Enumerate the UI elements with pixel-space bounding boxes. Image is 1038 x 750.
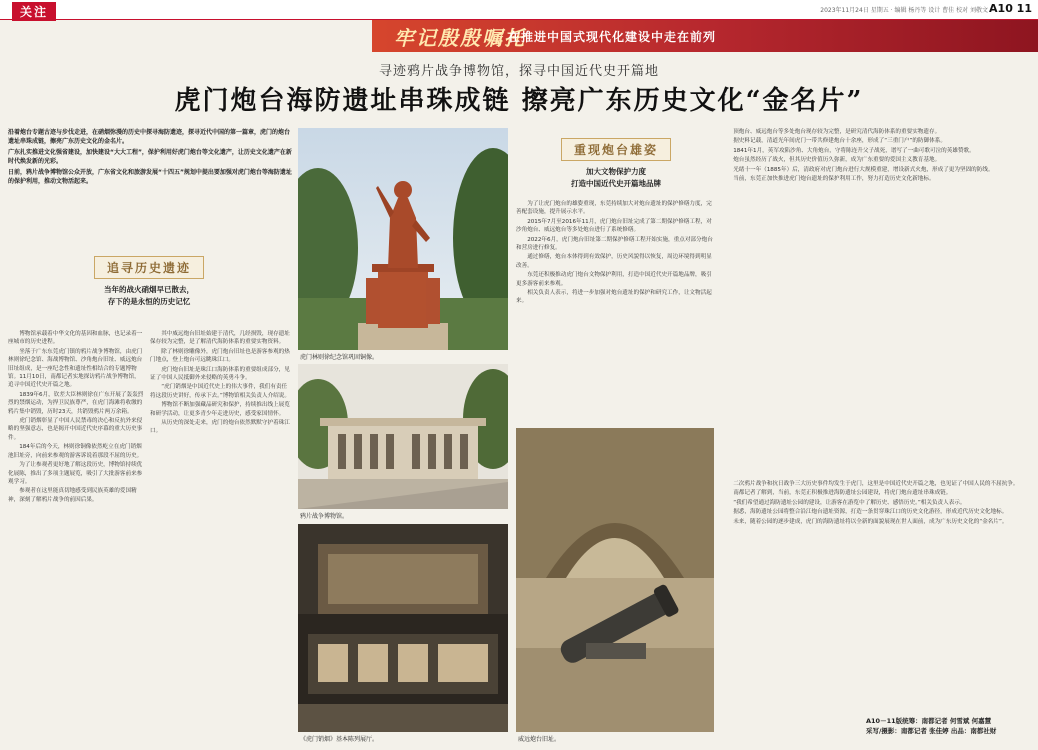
paragraph: 未来，随着公园的逐步建成，虎门的海防遗址将以全新的面貌展现在世人面前，成为广东历史文化的“金名片”。	[733, 518, 1008, 525]
photo-cannon	[516, 428, 714, 732]
text-column-2	[150, 330, 292, 742]
credits	[866, 716, 1034, 736]
section-header-1	[12, 256, 286, 308]
section-desc-line: 当年的战火硝烟早已散去，	[104, 285, 194, 294]
text-column-4	[722, 128, 1030, 474]
paragraph: 据史料记载，清道光年间虎门一带共修建炮台十余座，形成了“三重门户”的防御体系。	[733, 138, 946, 145]
lead-paragraph: 日前，鸦片战争博物馆公众开放，广东省文化和旅游发展“十四五”规划中提出要加强对虎门炮台等海防遗址的保护利用，推动文物活起来。	[8, 168, 292, 186]
credit-line: 采写/摄影：南都记者 张佳婷 出品：南都社财	[866, 727, 997, 735]
paragraph: 其中威远炮台旧址始建于清代，几经损毁，现存遗址保存较为完整，是了解清代海防体系的重要实物资料。	[150, 331, 290, 346]
photo-caption: 《虎门销烟》基本陈列展厅。	[300, 736, 379, 743]
paragraph: 2015年7月至2016年11月，虎门炮台旧址完成了第二期保护修缮工程，对沙角炮台、威远炮台等多处炮台进行了系统修缮。	[516, 218, 712, 234]
photo-caption: 鸦片战争博物馆。	[300, 513, 349, 520]
lead-paragraph: 广东扎实推进文化强省建设，加快建设“大大工程”，保护利用好虎门炮台等文化遗产，让历史文化遗产在新时代焕发新的光彩。	[8, 148, 292, 166]
photo-exhibition	[298, 524, 508, 732]
paragraph: “虎门销烟是中国近代史上的伟大事件，我们有责任将这段历史讲好，传承下去。”博物馆相关负责人介绍说。	[150, 384, 290, 399]
paragraph: 虎门炮台旧址是珠江口海防体系的重要组成部分，见证了中国人民抵御外来侵略的英勇斗争。	[150, 366, 290, 382]
section-desc-line: 存下的是永恒的历史记忆	[107, 297, 191, 306]
section-desc-line: 打造中国近代史开篇地品牌	[571, 179, 661, 188]
article-lead	[8, 128, 294, 228]
lead-paragraph: 沿着炮台专题古迹与步伐走进，在硝烟弥漫的历史中探寻海防遗迹，探寻近代中国的第一篇章，虎门的炮台遗址串珠成链，擦亮广东历史文化的金名片。	[8, 129, 291, 146]
paragraph: 参观者在这里能真切地感受到民族英雄的爱国精神，深刻了解鸦片战争的前因后果。	[8, 488, 137, 503]
text-column-5	[722, 480, 1030, 702]
statue-illustration	[298, 128, 508, 350]
text-column-3	[516, 200, 714, 422]
photo-museum	[298, 364, 508, 509]
theme-banner	[372, 20, 1038, 52]
edition-meta: 2023年11月24日 星期五 · 编辑 杨丹等 设计 曹佳 校对 刘敬文	[820, 7, 988, 14]
paragraph: 东莞还积极推动虎门炮台文物保护利用，打造中国近代史开篇地品牌，吸引更多游客前来参观。	[516, 272, 712, 287]
banner-calligraphy: 牢记殷殷嘱托	[394, 26, 526, 50]
cannon-illustration	[516, 428, 714, 732]
credit-line: A10－11版统筹：南都记者 何雪斌 何嘉慧	[866, 717, 992, 725]
exhibition-illustration	[298, 524, 508, 732]
paragraph: 光绪十一年（1885年）后，清政府对虎门炮台进行大规模重建，增设新式火炮，形成了更为坚固的防线。	[733, 166, 994, 173]
paragraph: 1839年6月，钦差大臣林则徐在广东开展了轰轰烈烈的禁烟运动，为捍卫民族尊严，在虎门海滩将收缴的鸦片集中销毁，历时23天，共销毁鸦片两万余箱。	[8, 391, 144, 415]
paragraph: 184年后的今天，林则徐铜像依然屹立在虎门销烟池旧址旁，向前来参观的游客诉说着那段不屈的历史。	[8, 444, 143, 459]
section-tag: 关注	[12, 2, 56, 21]
section-header-2	[516, 138, 716, 190]
section-label: 追寻历史遗迹	[94, 256, 204, 279]
paragraph: 据悉，海防遗址公园将整合沿江炮台遗址资源，打造一条贯穿珠江口的历史文化游径，形成近代历史文化地标。	[733, 509, 1008, 516]
photo-caption: 威远炮台旧址。	[518, 736, 561, 743]
paragraph: 顶炮台、威远炮台等多处炮台现存较为完整，是研究清代海防体系的重要实物遗存。	[733, 129, 941, 135]
paragraph: 博物馆不断加强藏品研究和保护，持续推出线上展览和研学活动，让更多青少年走进历史，感受家国情怀。	[150, 402, 290, 417]
paragraph: 虎门销烟彰显了中国人民禁毒的决心和反抗外来侵略的坚强意志，也是揭开中国近代史序幕的重大历史事件。	[8, 418, 143, 441]
paragraph: 为了让参观者更好地了解这段历史，博物馆持续优化展陈，推出了多项主题展览，吸引了大批游客前来参观学习。	[8, 462, 143, 485]
page-number: A10 11	[989, 2, 1032, 15]
paragraph: 博物馆承载着中华文化的基因和血脉，也记录着一座城市的历史进程。	[8, 331, 143, 346]
photo-statue	[298, 128, 508, 350]
paragraph: 除了林则徐雕像外，虎门炮台旧址也是游客参观的热门地点，登上炮台可远眺珠江口。	[150, 348, 290, 364]
text-column-1	[8, 330, 144, 742]
museum-illustration	[298, 364, 508, 509]
paragraph: 南都记者了解到，当前，东莞正积极推进海防遗址公园建设，将虎门炮台遗址串珠成链。	[733, 490, 952, 497]
banner-text: 在推进中国式现代化建设中走在前列	[508, 30, 717, 44]
page-header	[0, 0, 1038, 20]
paragraph: 从历史的深处走来，虎门的炮台依然默默守护着珠江口。	[150, 420, 290, 435]
paragraph: 坐落于广东东莞虎门镇的鸦片战争博物馆，由虎门林则徐纪念馆、海战博物馆、沙角炮台旧址、威远炮台旧址组成，是一座纪念性和遗址性相结合的专题博物馆。11月10日，南都记者实地探访鸦片战争博物馆，追寻中国近代史开篇之地。	[8, 348, 143, 389]
paragraph: 1841年1月，英军攻陷沙角、大角炮台，守将陈连升父子战死，谱写了一曲可歌可泣的英雄赞歌。	[733, 147, 975, 154]
paragraph: 炮台虽然经历了战火，但其历史价值历久弥新，成为广东重要的爱国主义教育基地。	[733, 157, 941, 164]
paragraph: 为了让虎门炮台的雄姿重现，东莞持续加大对炮台遗址的保护修缮力度，完善配套设施，提升展示水平。	[516, 201, 712, 216]
section-desc-line: 加大文物保护力度	[586, 167, 646, 176]
paragraph: 通过修缮，炮台本体得到有效保护，历史风貌得以恢复，周边环境得到明显改善。	[516, 254, 712, 269]
paragraph: 二次鸦片战争和抗日战争三大历史事件均发生于虎门，这里是中国近代史开篇之地，也见证了中国人民的不屈抗争。	[733, 481, 1019, 487]
article-headline: 虎门炮台海防遗址串珠成链 擦亮广东历史文化“金名片”	[174, 86, 864, 116]
paragraph: 相关负责人表示，将进一步加强对炮台遗址的保护和研究工作，让文物活起来。	[516, 290, 712, 305]
paragraph: 当前，东莞正加快推进虎门炮台遗址的保护利用工作，努力打造历史文化新地标。	[733, 176, 935, 183]
article-subtitle: 寻迹鸦片战争博物馆，探寻中国近代史开篇地	[378, 64, 659, 79]
section-label: 重现炮台雄姿	[561, 138, 671, 161]
paragraph: 2022年6月，虎门炮台旧址第二期保护修缮工程开始实施，重点对部分炮台和营房进行修复。	[516, 236, 713, 252]
paragraph: “我们希望通过海防遗址公园的建设，让游客在游览中了解历史、感悟历史。”相关负责人表示。	[733, 499, 966, 506]
photo-caption: 虎门林则徐纪念馆巩固铜像。	[300, 354, 379, 361]
